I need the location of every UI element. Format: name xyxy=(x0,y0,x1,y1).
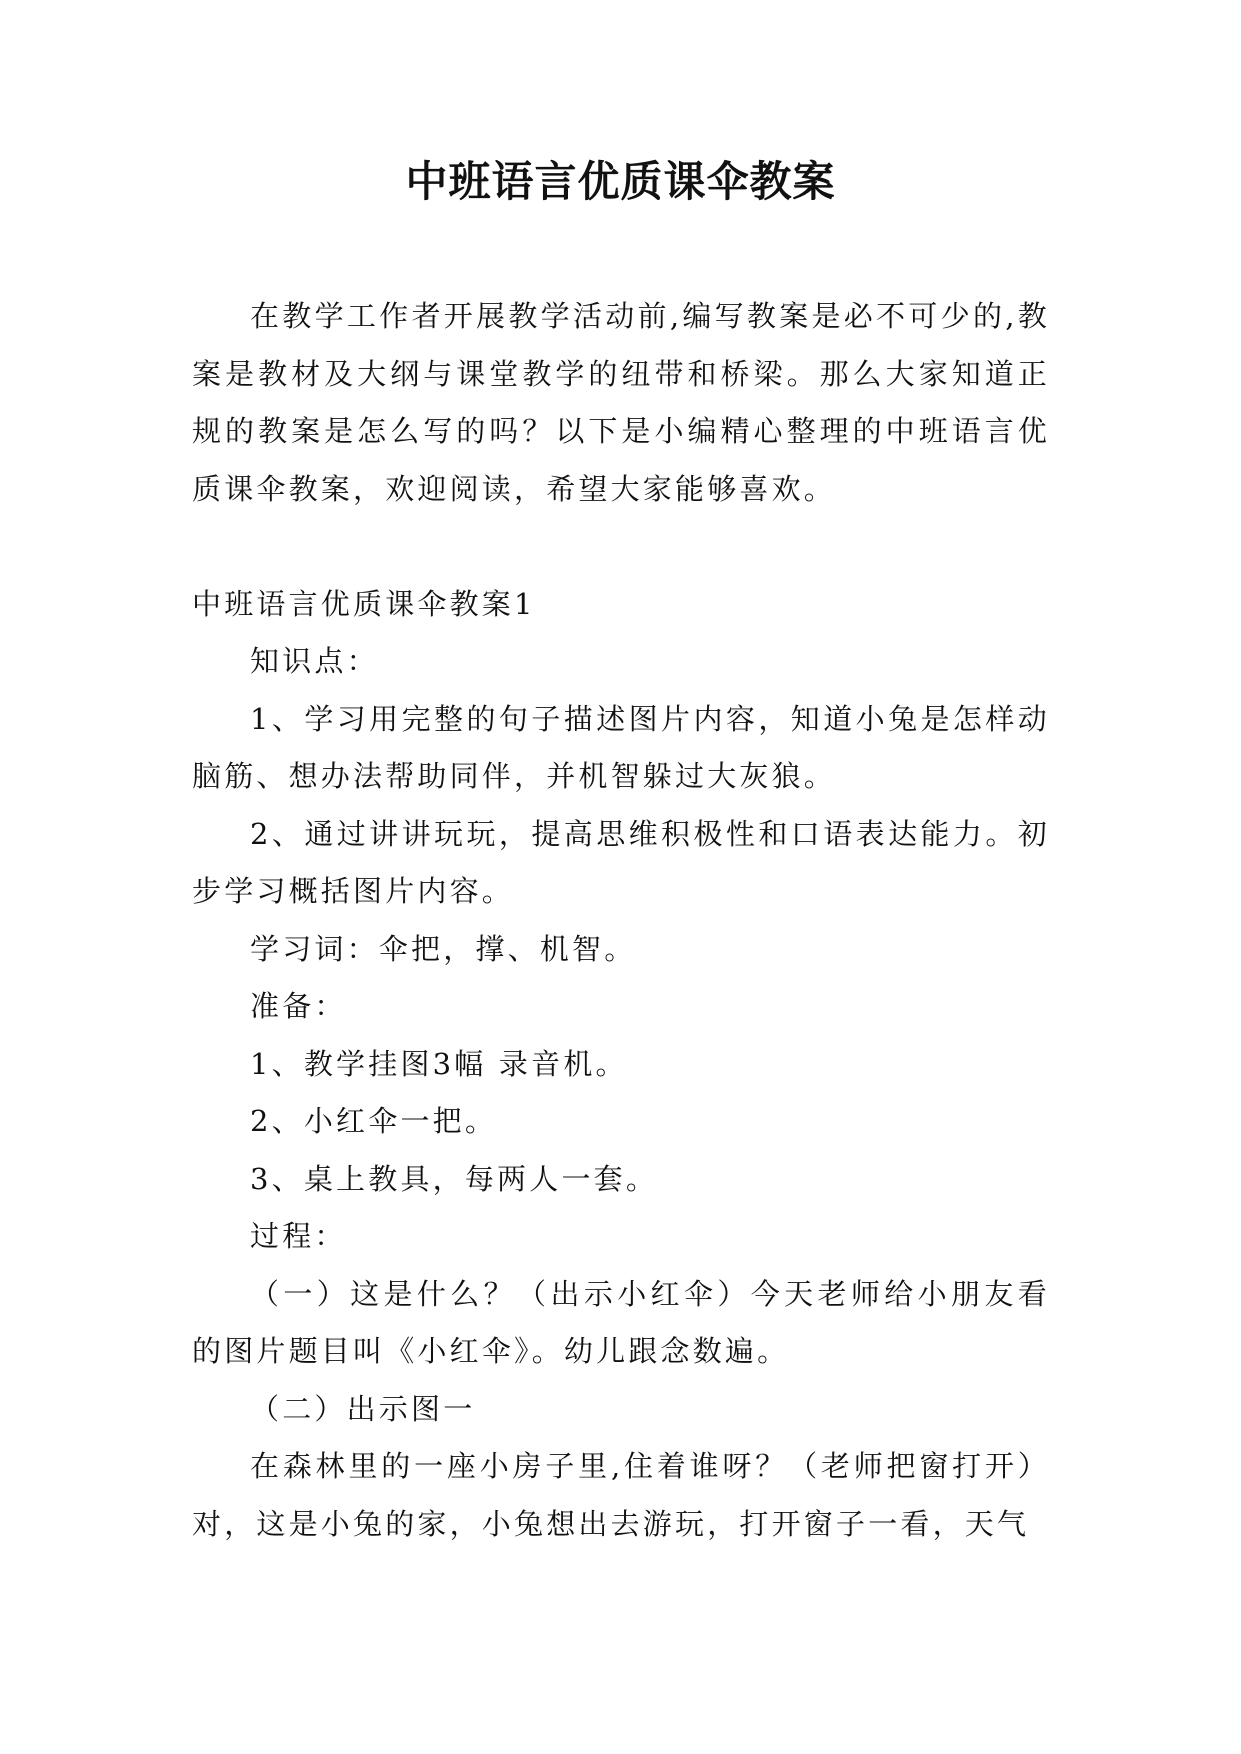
paragraph-preparation-1: 1、教学挂图3幅 录音机。 xyxy=(250,1046,628,1081)
paragraph-process-label: 过程： xyxy=(250,1219,347,1253)
paragraph-knowledge-1: 1、学习用完整的句子描述图片内容，知道小兔是怎样动脑筋、想办法帮助同伴，并机智躲过大灰狼。 xyxy=(192,701,1050,793)
paragraph-knowledge-label: 知识点： xyxy=(250,644,379,678)
document-body xyxy=(192,288,1050,1553)
intro-paragraph: 在教学工作者开展教学活动前,编写教案是必不可少的,教案是教材及大纲与课堂教学的纽带和桥梁。那么大家知道正规的教案是怎么写的吗？以下是小编精心整理的中班语言优质课伞教案，欢迎阅读，希望大家能够喜欢。 xyxy=(192,299,1050,506)
paragraph-vocabulary: 学习词：伞把，撑、机智。 xyxy=(250,931,637,966)
paragraph-knowledge-2: 2、通过讲讲玩玩，提高思维积极性和口语表达能力。初步学习概括图片内容。 xyxy=(192,816,1050,908)
paragraph-preparation-2: 2、小红伞一把。 xyxy=(250,1104,498,1138)
paragraph-process-1: （一）这是什么？（出示小红伞）今天老师给小朋友看的图片题目叫《小红伞》。幼儿跟念数遍。 xyxy=(192,1276,1050,1368)
paragraph-preparation-3: 3、桌上教具，每两人一套。 xyxy=(250,1161,659,1196)
paragraph-gap xyxy=(192,518,1050,576)
paragraph-process-3: 在森林里的一座小房子里,住着谁呀？（老师把窗打开）对，这是小兔的家，小兔想出去游玩，打开窗子一看，天气 xyxy=(192,1449,1050,1541)
document-title: 中班语言优质课伞教案 xyxy=(405,157,836,206)
section-heading: 中班语言优质课伞教案1 xyxy=(192,586,536,621)
paragraph-process-2: （二）出示图一 xyxy=(250,1391,476,1426)
paragraph-preparation-label: 准备： xyxy=(250,989,347,1023)
